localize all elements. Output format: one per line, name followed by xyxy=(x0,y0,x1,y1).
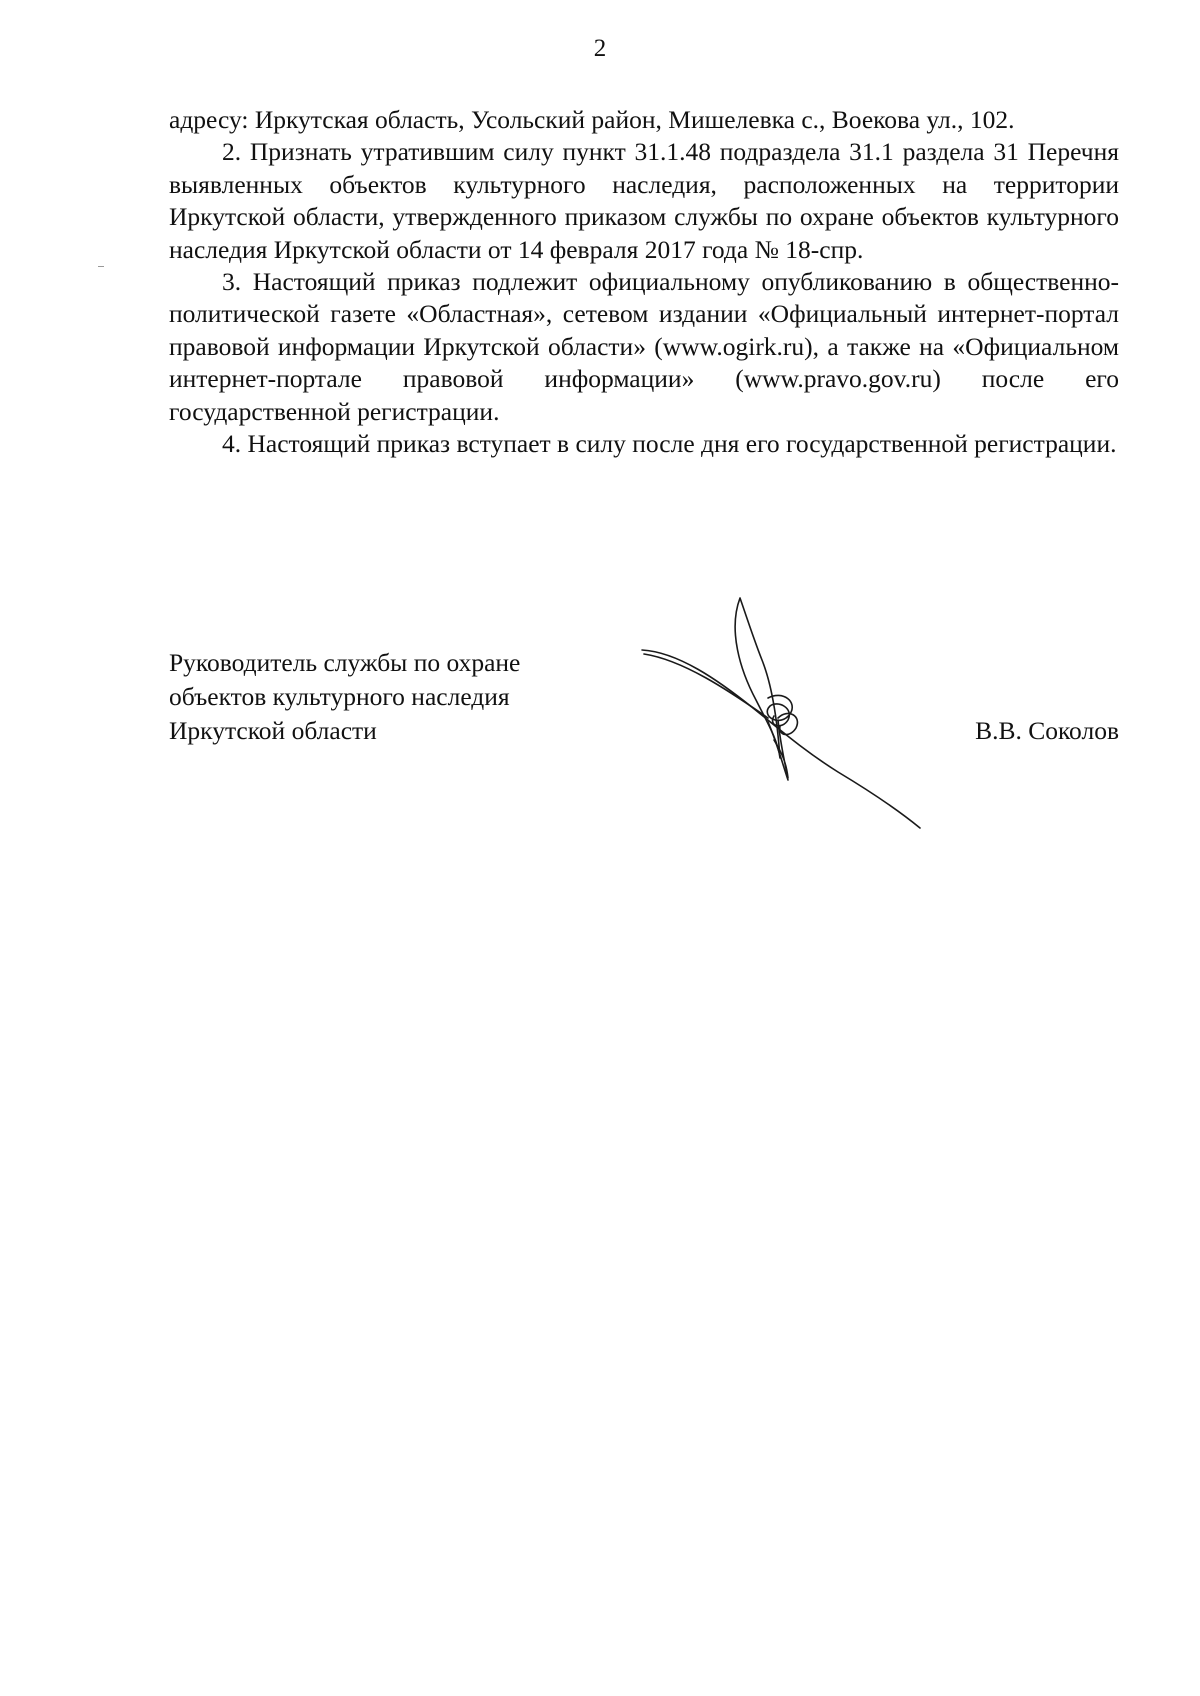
document-body xyxy=(169,104,1119,460)
page-number: 2 xyxy=(593,35,607,62)
signatory-name: В.В. Соколов xyxy=(975,716,1119,745)
signatory-title xyxy=(169,646,589,748)
signatory-title-line-3: Иркутской области xyxy=(169,716,377,745)
paragraph-3-publication: 3. Настоящий приказ подлежит официальному опубликованию в общественно-политической газете «Областная», сетевом издании «Официальный интернет-портал правовой информации Иркутской области» (www.ogirk.ru), а также на «Официальном интернет-портале правовой информации» (www.pravo.gov.ru) после его государственной регистрации. xyxy=(169,267,1119,426)
signatory-title-line-2: объектов культурного наследия xyxy=(169,682,510,711)
paragraph-address-continuation: адресу: Иркутская область, Усольский район, Мишелевка с., Воекова ул., 102. xyxy=(169,105,1015,134)
paragraph-2-revocation: 2. Признать утратившим силу пункт 31.1.48 подраздела 31.1 раздела 31 Перечня выявленных объектов культурного наследия, расположенных на территории Иркутской области, утвержденного приказом службы по охране объектов культурного наследия Иркутской области от 14 февраля 2017 года № 18-спр. xyxy=(169,137,1119,264)
paragraph-4-effective-date: 4. Настоящий приказ вступает в силу после дня его государственной регистрации. xyxy=(222,429,1117,459)
handwritten-signature xyxy=(628,590,928,840)
scan-edge-mark xyxy=(98,266,104,267)
signatory-title-line-1: Руководитель службы по охране xyxy=(169,648,521,677)
